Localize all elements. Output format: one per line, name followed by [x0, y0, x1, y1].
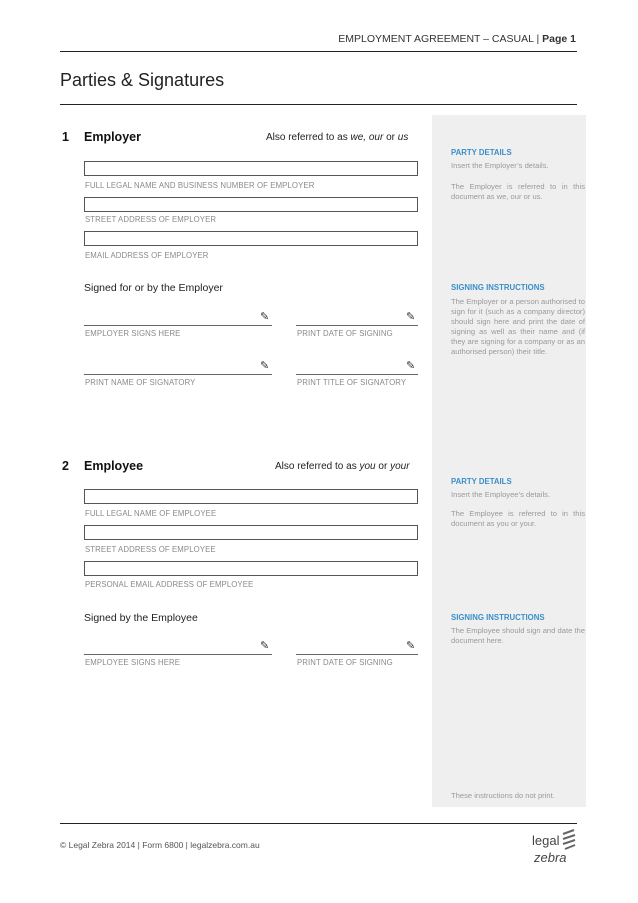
employer-signs-label: EMPLOYER SIGNS HERE: [85, 329, 181, 338]
footer-rule: [60, 823, 577, 824]
signatory-title-line[interactable]: [296, 374, 418, 375]
employer-address-field[interactable]: [84, 197, 418, 212]
page-title: Parties & Signatures: [60, 70, 225, 90]
employer-signing-heading: SIGNING INSTRUCTIONS: [451, 283, 545, 292]
pen-icon: ✎: [406, 640, 416, 652]
header-rule: [60, 51, 577, 52]
employer-party-heading: PARTY DETAILS: [451, 148, 512, 157]
aka-us: us: [397, 132, 409, 143]
employee-aka: [275, 461, 410, 472]
employer-aka: [266, 132, 408, 143]
signatory-name-line[interactable]: [84, 374, 272, 375]
employee-signed-label: Signed by the Employee: [84, 612, 198, 624]
title-rule: [60, 104, 577, 105]
employee-email-label: PERSONAL EMAIL ADDRESS OF EMPLOYEE: [85, 580, 254, 589]
employer-address-label: STREET ADDRESS OF EMPLOYER: [85, 215, 217, 224]
aka-your: your: [390, 461, 410, 472]
employee-party-line2: The Employee is referred to in this document as you or your.: [451, 509, 585, 528]
employee-email-field[interactable]: [84, 561, 418, 576]
print-note: These instructions do not print.: [451, 791, 555, 800]
employee-signing-heading: SIGNING INSTRUCTIONS: [451, 613, 545, 622]
section-number-employee: 2: [62, 459, 69, 473]
aka-our: our: [368, 132, 384, 143]
pen-icon: ✎: [260, 311, 270, 323]
employer-date-line[interactable]: [296, 325, 418, 326]
logo-word-2: zebra: [534, 850, 567, 865]
aka-prefix: Also referred to as: [275, 461, 357, 472]
employer-party-line2: The Employer is referred to in this document as we, our or us.: [451, 182, 585, 201]
employer-email-label: EMAIL ADDRESS OF EMPLOYER: [85, 251, 209, 260]
footer-text: © Legal Zebra 2014 | Form 6800 | legalzebra.com.au: [60, 840, 260, 850]
employee-party-heading: PARTY DETAILS: [451, 477, 512, 486]
aka-or: or: [378, 461, 388, 472]
pen-icon: ✎: [406, 360, 416, 372]
section-number-employer: 1: [62, 130, 69, 144]
pen-icon: ✎: [260, 640, 270, 652]
pen-icon: ✎: [406, 311, 416, 323]
employer-signed-label: Signed for or by the Employer: [84, 282, 223, 294]
pen-icon: ✎: [260, 360, 270, 372]
zebra-stripes-icon: [563, 830, 575, 849]
employer-name-field[interactable]: [84, 161, 418, 176]
section-title-employer: Employer: [84, 130, 141, 144]
employer-name-label: FULL LEGAL NAME AND BUSINESS NUMBER OF EMPLOYER: [85, 181, 315, 190]
instructions-sidebar: [432, 115, 586, 807]
employee-date-line[interactable]: [296, 654, 418, 655]
aka-prefix: Also referred to as: [266, 132, 348, 143]
signatory-title-label: PRINT TITLE OF SIGNATORY: [297, 378, 407, 387]
employee-party-line1: Insert the Employee’s details.: [451, 490, 551, 499]
aka-or: or: [386, 132, 395, 143]
header-separator: |: [536, 33, 540, 45]
employee-address-label: STREET ADDRESS OF EMPLOYEE: [85, 545, 216, 554]
header-doc-title: EMPLOYMENT AGREEMENT – CASUAL: [338, 33, 534, 45]
logo-word-1: legal: [532, 833, 560, 848]
employee-date-label: PRINT DATE OF SIGNING: [297, 658, 393, 667]
employee-address-field[interactable]: [84, 525, 418, 540]
logo-mark: [530, 828, 578, 868]
employer-signature-line[interactable]: [84, 325, 272, 326]
employee-signs-label: EMPLOYEE SIGNS HERE: [85, 658, 181, 667]
employer-email-field[interactable]: [84, 231, 418, 246]
employee-name-label: FULL LEGAL NAME OF EMPLOYEE: [85, 509, 217, 518]
employee-name-field[interactable]: [84, 489, 418, 504]
employer-party-line1: Insert the Employer’s details.: [451, 161, 549, 170]
employee-signing-text: The Employee should sign and date the document here.: [451, 626, 585, 645]
section-title-employee: Employee: [84, 459, 144, 473]
legal-zebra-logo: [530, 828, 578, 868]
aka-you: you: [359, 461, 376, 472]
employee-signature-line[interactable]: [84, 654, 272, 655]
employer-date-label: PRINT DATE OF SIGNING: [297, 329, 393, 338]
header-page-label: Page 1: [542, 33, 576, 45]
signatory-name-label: PRINT NAME OF SIGNATORY: [85, 378, 196, 387]
employer-signing-text: The Employer or a person authorised to sign for it (such as a company director) should sign here and print the date of signing as well as their name and (if they are signing for a company or as an authorised person) their title.: [451, 297, 585, 356]
running-header: [338, 33, 576, 45]
aka-we: we,: [350, 132, 367, 143]
